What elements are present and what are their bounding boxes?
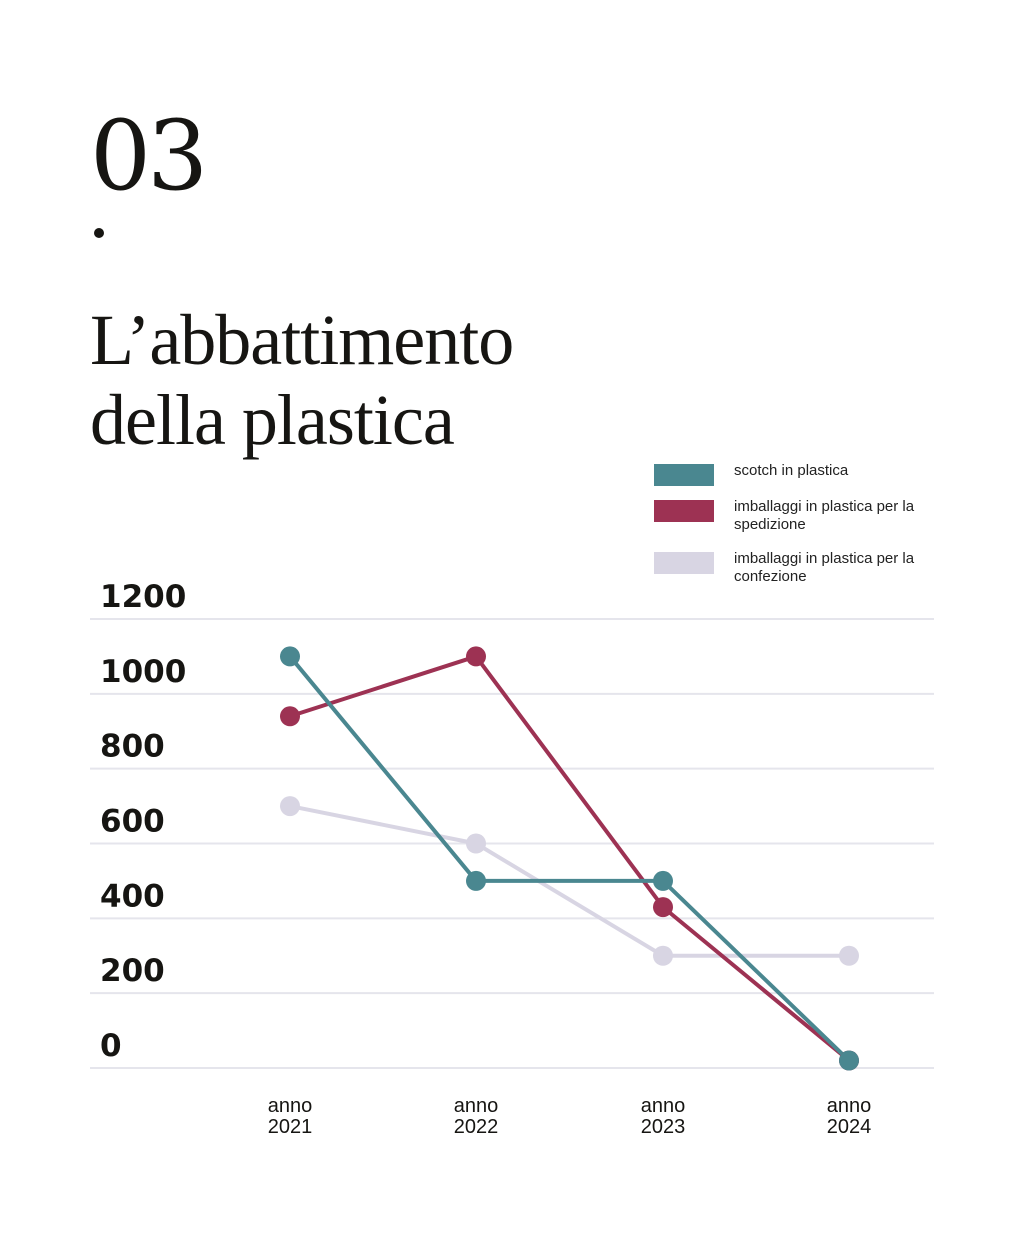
title-line-1: L’abbattimento [90, 300, 514, 380]
x-tick-label: anno 2022 [453, 1095, 499, 1138]
data-point [466, 646, 486, 666]
data-point [280, 646, 300, 666]
y-tick-label: 600 [100, 803, 165, 840]
legend-label-confezione: imballaggi in plastica per la confezione [734, 550, 915, 585]
x-tick-label: anno 2023 [640, 1095, 686, 1138]
data-point [653, 946, 673, 966]
data-point [839, 1051, 859, 1071]
y-tick-label: 0 [100, 1028, 122, 1064]
x-tick-label: anno 2024 [826, 1095, 872, 1138]
data-point [466, 834, 486, 854]
data-point [653, 897, 673, 917]
series-line [290, 656, 849, 1060]
y-tick-label: 1000 [100, 653, 187, 690]
data-point [280, 706, 300, 726]
legend-label-scotch: scotch in plastica [734, 462, 849, 479]
section-number: 03 [90, 100, 205, 212]
y-tick-label: 400 [100, 878, 165, 915]
x-tick-label: anno 2021 [267, 1095, 313, 1138]
y-tick-label: 1200 [100, 579, 187, 615]
legend-label-spedizione: imballaggi in plastica per la spedizione [734, 498, 915, 533]
series-line [290, 656, 849, 1060]
title-line-2: della plastica [90, 380, 454, 460]
data-point [653, 871, 673, 891]
y-tick-label: 200 [100, 953, 165, 990]
data-point [466, 871, 486, 891]
data-point [839, 946, 859, 966]
data-point [280, 796, 300, 816]
y-tick-label: 800 [100, 728, 165, 765]
